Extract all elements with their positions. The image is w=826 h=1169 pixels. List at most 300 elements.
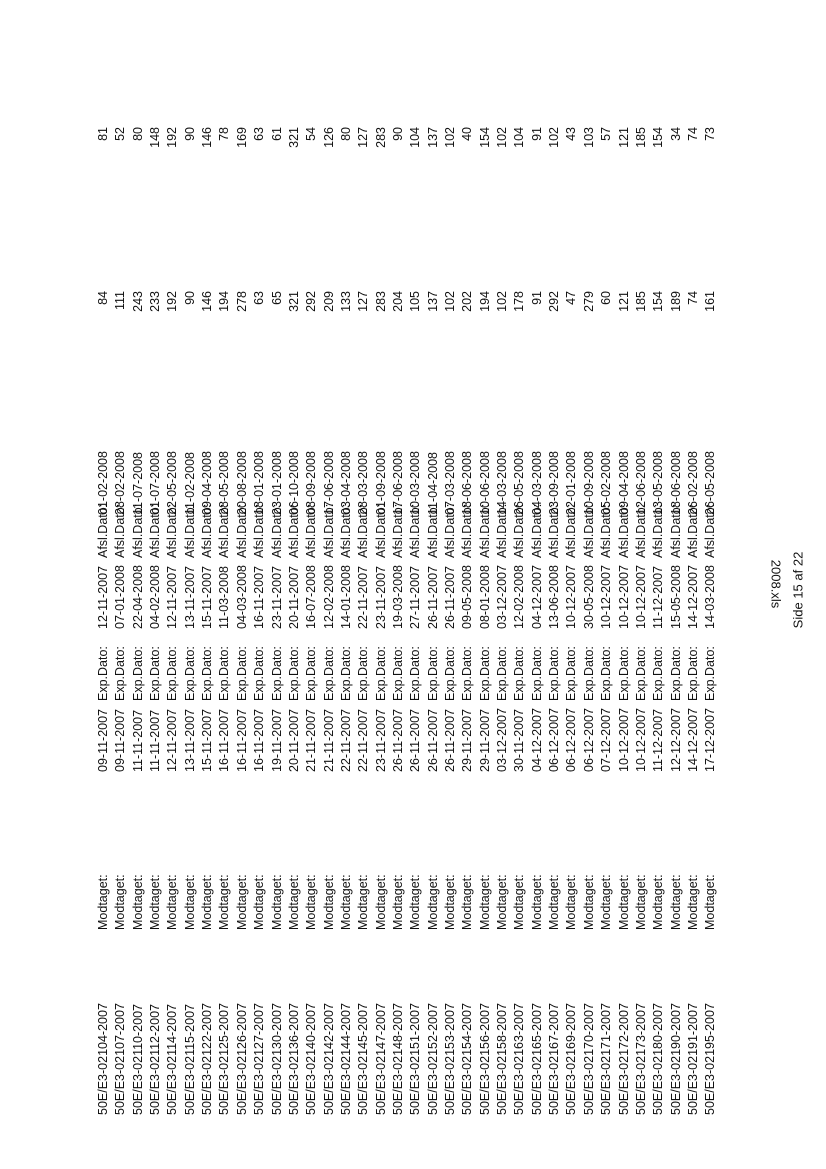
total-days: 74	[685, 291, 700, 305]
exp-date: 30-05-2008	[581, 565, 596, 629]
exp-date: 10-12-2007	[599, 565, 614, 629]
table-row	[95, 125, 112, 1115]
exp-label: Exp.Dato:	[512, 646, 527, 701]
closed-label: Afsl.Dato:	[200, 503, 215, 558]
received-date: 16-11-2007	[252, 708, 267, 772]
received-date: 11-11-2007	[148, 709, 163, 772]
case-id: 50E/E3-02154-2007	[460, 1003, 475, 1115]
closed-label: Afsl.Dato:	[529, 503, 544, 558]
closed-date: 11-07-2008	[130, 451, 145, 515]
exp-date: 13-11-2007	[182, 565, 197, 629]
exp-date: 23-11-2007	[373, 565, 388, 629]
exp-label: Exp.Dato:	[581, 646, 596, 701]
received-date: 09-11-2007	[113, 708, 128, 772]
received-label: Modtaget:	[408, 874, 423, 930]
received-label: Modtaget:	[252, 874, 267, 930]
table-row	[494, 125, 511, 1115]
closed-label: Afsl.Dato:	[616, 503, 631, 558]
case-id: 50E/E3-02107-2007	[113, 1003, 128, 1115]
closed-date: 20-08-2008	[234, 451, 249, 515]
closed-date: 01-02-2008	[96, 451, 110, 515]
processing-days: 169	[234, 127, 249, 148]
closed-date: 28-05-2008	[217, 451, 232, 515]
closed-date: 23-09-2008	[547, 451, 562, 515]
total-days: 278	[234, 291, 249, 312]
exp-date: 22-11-2007	[356, 565, 371, 629]
case-id: 50E/E3-02153-2007	[443, 1003, 457, 1115]
exp-label: Exp.Dato:	[286, 646, 301, 701]
received-label: Modtaget:	[217, 874, 232, 930]
received-date: 30-11-2007	[512, 708, 527, 772]
case-id: 50E/E3-02171-2007	[599, 1003, 614, 1115]
table-row	[321, 125, 338, 1115]
received-label: Modtaget:	[668, 874, 683, 930]
total-days: 209	[321, 291, 336, 312]
received-date: 06-12-2007	[547, 708, 562, 772]
exp-label: Exp.Dato:	[130, 646, 145, 701]
total-days: 283	[373, 291, 388, 312]
total-days: 233	[148, 291, 163, 312]
processing-days: 90	[182, 127, 197, 141]
closed-date: 28-03-2008	[356, 451, 371, 515]
total-days: 60	[599, 291, 614, 305]
closed-label: Afsl.Dato:	[425, 503, 440, 558]
exp-label: Exp.Dato:	[685, 646, 700, 701]
case-id: 50E/E3-02130-2007	[269, 1003, 284, 1115]
exp-label: Exp.Dato:	[217, 646, 232, 701]
total-days: 111	[113, 291, 128, 311]
processing-days: 154	[651, 127, 666, 148]
closed-label: Afsl.Dato:	[269, 503, 284, 558]
processing-days: 102	[547, 127, 562, 148]
received-label: Modtaget:	[599, 874, 614, 930]
received-date: 04-12-2007	[529, 708, 544, 772]
case-id: 50E/E3-02136-2007	[286, 1003, 301, 1115]
exp-date: 10-12-2007	[633, 565, 648, 629]
case-id: 50E/E3-02145-2007	[356, 1003, 371, 1115]
document-title: 2008.xls	[768, 559, 784, 609]
received-label: Modtaget:	[200, 874, 215, 930]
exp-label: Exp.Dato:	[599, 646, 614, 701]
total-days: 194	[217, 291, 232, 312]
table-row	[355, 125, 372, 1115]
table-row	[286, 125, 303, 1115]
table-row	[373, 125, 390, 1115]
exp-label: Exp.Dato:	[547, 646, 562, 701]
exp-date: 04-03-2008	[234, 565, 249, 629]
exp-label: Exp.Dato:	[321, 646, 336, 701]
table-row	[650, 125, 667, 1115]
exp-label: Exp.Dato:	[633, 646, 648, 701]
processing-days: 137	[425, 127, 440, 148]
processing-days: 43	[564, 127, 579, 141]
table-row	[234, 125, 251, 1115]
exp-date: 12-11-2007	[96, 565, 110, 629]
closed-label: Afsl.Dato:	[599, 503, 614, 558]
case-id: 50E/E3-02163-2007	[512, 1003, 527, 1115]
closed-date: 23-01-2008	[269, 451, 284, 515]
received-label: Modtaget:	[651, 874, 666, 930]
received-date: 21-11-2007	[304, 708, 319, 772]
total-days: 292	[304, 291, 319, 312]
table-row	[529, 125, 546, 1115]
received-date: 21-11-2007	[321, 708, 336, 772]
exp-label: Exp.Dato:	[356, 646, 371, 701]
processing-days: 34	[668, 127, 683, 141]
received-label: Modtaget:	[495, 874, 510, 930]
closed-date: 26-05-2008	[512, 451, 527, 515]
exp-label: Exp.Dato:	[495, 646, 510, 701]
exp-date: 04-02-2008	[148, 565, 163, 629]
processing-days: 52	[113, 127, 128, 141]
total-days: 202	[460, 291, 475, 312]
closed-label: Afsl.Dato:	[234, 503, 249, 558]
total-days: 321	[286, 291, 301, 312]
exp-label: Exp.Dato:	[165, 646, 180, 701]
received-label: Modtaget:	[443, 874, 457, 930]
exp-label: Exp.Dato:	[564, 646, 579, 701]
closed-label: Afsl.Dato:	[581, 503, 596, 558]
exp-label: Exp.Dato:	[529, 646, 544, 701]
table-row	[702, 125, 719, 1115]
received-date: 06-12-2007	[581, 708, 596, 772]
received-date: 23-11-2007	[373, 708, 388, 772]
exp-label: Exp.Dato:	[148, 646, 163, 701]
exp-date: 12-11-2007	[165, 565, 180, 629]
exp-date: 11-12-2007	[651, 565, 666, 629]
closed-label: Afsl.Dato:	[633, 503, 648, 558]
closed-date: 18-01-2008	[252, 451, 267, 515]
exp-date: 12-02-2008	[512, 565, 527, 629]
case-id: 50E/E3-02152-2007	[425, 1003, 440, 1115]
processing-days: 63	[252, 127, 267, 141]
received-date: 29-11-2007	[460, 708, 475, 772]
exp-date: 27-11-2007	[408, 565, 423, 629]
closed-date: 28-02-2008	[113, 451, 128, 515]
received-date: 10-12-2007	[633, 708, 648, 772]
total-days: 47	[564, 291, 579, 305]
table-row	[216, 125, 233, 1115]
processing-days: 91	[529, 127, 544, 141]
received-label: Modtaget:	[338, 874, 353, 930]
total-days: 127	[356, 291, 371, 312]
received-date: 17-12-2007	[703, 708, 718, 772]
case-id: 50E/E3-02180-2007	[651, 1003, 666, 1115]
exp-label: Exp.Dato:	[200, 646, 215, 701]
closed-label: Afsl.Dato:	[252, 503, 267, 558]
closed-label: Afsl.Dato:	[495, 503, 510, 558]
table-row	[477, 125, 494, 1115]
received-label: Modtaget:	[96, 874, 110, 930]
case-id: 50E/E3-02142-2007	[321, 1003, 336, 1115]
exp-date: 13-06-2008	[547, 565, 562, 629]
closed-date: 04-03-2008	[529, 451, 544, 515]
total-days: 178	[512, 291, 527, 312]
table-row	[303, 125, 320, 1115]
closed-label: Afsl.Dato:	[512, 503, 527, 558]
closed-label: Afsl.Dato:	[668, 503, 683, 558]
exp-date: 26-11-2007	[425, 565, 440, 629]
closed-label: Afsl.Dato:	[304, 503, 319, 558]
closed-label: Afsl.Dato:	[148, 503, 163, 558]
closed-date: 03-04-2008	[338, 451, 353, 515]
received-date: 26-11-2007	[408, 708, 423, 772]
closed-date: 06-10-2008	[286, 451, 301, 515]
closed-date: 18-06-2008	[668, 451, 683, 515]
closed-date: 22-01-2008	[564, 451, 579, 515]
closed-label: Afsl.Dato:	[547, 503, 562, 558]
closed-label: Afsl.Dato:	[113, 503, 128, 558]
exp-date: 14-01-2008	[338, 565, 353, 629]
processing-days: 61	[269, 127, 284, 141]
received-label: Modtaget:	[529, 874, 544, 930]
closed-date: 10-09-2008	[581, 451, 596, 515]
received-date: 11-11-2007	[130, 709, 145, 772]
closed-label: Afsl.Dato:	[373, 503, 388, 558]
closed-date: 09-04-2008	[200, 451, 215, 515]
exp-date: 10-12-2007	[564, 565, 579, 629]
exp-date: 15-11-2007	[200, 565, 215, 629]
closed-label: Afsl.Dato:	[390, 503, 405, 558]
total-days: 105	[408, 291, 423, 312]
processing-days: 283	[373, 127, 388, 148]
processing-days: 78	[217, 127, 232, 141]
case-id: 50E/E3-02151-2007	[408, 1003, 423, 1115]
case-id: 50E/E3-02126-2007	[234, 1003, 249, 1115]
case-id: 50E/E3-02114-2007	[165, 1004, 180, 1115]
closed-label: Afsl.Dato:	[651, 503, 666, 558]
case-id: 50E/E3-02191-2007	[685, 1003, 700, 1115]
processing-days: 90	[390, 127, 405, 141]
total-days: 65	[269, 291, 284, 305]
received-date: 06-12-2007	[564, 708, 579, 772]
exp-date: 14-03-2008	[703, 565, 718, 629]
received-date: 09-11-2007	[96, 708, 110, 772]
received-label: Modtaget:	[390, 874, 405, 930]
closed-date: 08-09-2008	[304, 451, 319, 515]
closed-date: 11-02-2008	[182, 451, 197, 515]
table-row	[251, 125, 268, 1115]
closed-label: Afsl.Dato:	[443, 503, 457, 558]
exp-date: 22-04-2008	[130, 565, 145, 629]
table-row	[546, 125, 563, 1115]
exp-date: 04-12-2007	[529, 565, 544, 629]
exp-label: Exp.Dato:	[460, 646, 475, 701]
exp-label: Exp.Dato:	[234, 646, 249, 701]
page-number: Side 15 af 22	[790, 551, 806, 629]
closed-date: 26-05-2008	[703, 451, 718, 515]
processing-days: 54	[304, 127, 319, 141]
table-row	[616, 125, 633, 1115]
closed-date: 17-06-2008	[390, 451, 405, 515]
exp-label: Exp.Dato:	[269, 646, 284, 701]
case-id: 50E/E3-02173-2007	[633, 1003, 648, 1115]
closed-label: Afsl.Dato:	[182, 503, 197, 558]
table-row	[425, 125, 442, 1115]
exp-label: Exp.Dato:	[252, 646, 267, 701]
received-label: Modtaget:	[425, 874, 440, 930]
case-id: 50E/E3-02122-2007	[200, 1003, 215, 1115]
closed-label: Afsl.Dato:	[703, 503, 718, 558]
received-date: 22-11-2007	[338, 708, 353, 772]
received-label: Modtaget:	[703, 874, 718, 930]
closed-date: 09-04-2008	[616, 451, 631, 515]
processing-days: 80	[338, 127, 353, 141]
closed-label: Afsl.Dato:	[408, 503, 423, 558]
table-row	[164, 125, 181, 1115]
received-label: Modtaget:	[373, 874, 388, 930]
case-id: 50E/E3-02148-2007	[390, 1003, 405, 1115]
exp-label: Exp.Dato:	[390, 646, 405, 701]
closed-date: 17-06-2008	[321, 451, 336, 515]
table-row	[182, 125, 199, 1115]
received-label: Modtaget:	[512, 874, 527, 930]
closed-label: Afsl.Dato:	[96, 503, 110, 558]
received-date: 16-11-2007	[234, 708, 249, 772]
processing-days: 57	[599, 127, 614, 141]
case-id: 50E/E3-02115-2007	[182, 1004, 197, 1115]
closed-date: 01-09-2008	[373, 451, 388, 515]
case-id: 50E/E3-02195-2007	[703, 1003, 718, 1115]
total-days: 121	[616, 291, 631, 312]
received-label: Modtaget:	[356, 874, 371, 930]
received-label: Modtaget:	[477, 874, 492, 930]
total-days: 185	[633, 291, 648, 312]
table-row	[112, 125, 129, 1115]
processing-days: 321	[286, 127, 301, 148]
closed-label: Afsl.Dato:	[477, 503, 492, 558]
closed-date: 10-03-2008	[408, 451, 423, 515]
received-label: Modtaget:	[148, 874, 163, 930]
exp-date: 23-11-2007	[269, 565, 284, 629]
closed-date: 10-06-2008	[477, 451, 492, 515]
exp-label: Exp.Dato:	[703, 646, 718, 701]
exp-label: Exp.Dato:	[651, 646, 666, 701]
total-days: 137	[425, 291, 440, 312]
exp-date: 03-12-2007	[495, 565, 510, 629]
received-date: 19-11-2007	[269, 708, 284, 772]
total-days: 102	[495, 291, 510, 312]
exp-date: 08-01-2008	[477, 565, 492, 629]
exp-label: Exp.Dato:	[182, 646, 197, 701]
received-label: Modtaget:	[581, 874, 596, 930]
total-days: 292	[547, 291, 562, 312]
exp-label: Exp.Dato:	[443, 646, 457, 701]
table-row	[685, 125, 702, 1115]
exp-label: Exp.Dato:	[477, 646, 492, 701]
exp-label: Exp.Dato:	[668, 646, 683, 701]
total-days: 90	[182, 291, 197, 305]
total-days: 63	[252, 291, 267, 305]
exp-date: 14-12-2007	[685, 565, 700, 629]
processing-days: 73	[703, 127, 718, 141]
received-label: Modtaget:	[165, 874, 180, 930]
table-row	[581, 125, 598, 1115]
exp-date: 16-07-2008	[304, 565, 319, 629]
total-days: 204	[390, 291, 405, 312]
received-date: 15-11-2007	[200, 708, 215, 772]
exp-date: 26-11-2007	[443, 565, 457, 629]
closed-date: 05-02-2008	[599, 451, 614, 515]
table-row	[511, 125, 528, 1115]
case-id: 50E/E3-02140-2007	[304, 1003, 319, 1115]
total-days: 243	[130, 291, 145, 312]
table-row	[407, 125, 424, 1115]
processing-days: 104	[408, 127, 423, 148]
case-id: 50E/E3-02112-2007	[148, 1004, 163, 1115]
received-label: Modtaget:	[304, 874, 319, 930]
received-date: 14-12-2007	[685, 708, 700, 772]
exp-date: 10-12-2007	[616, 565, 631, 629]
case-id: 50E/E3-02144-2007	[338, 1003, 353, 1115]
processing-days: 148	[148, 127, 163, 148]
processing-days: 102	[495, 127, 510, 148]
closed-date: 22-05-2008	[165, 451, 180, 515]
processing-days: 74	[685, 127, 700, 141]
exp-label: Exp.Dato:	[408, 646, 423, 701]
received-label: Modtaget:	[182, 874, 197, 930]
closed-date: 13-05-2008	[651, 451, 666, 515]
received-label: Modtaget:	[321, 874, 336, 930]
received-label: Modtaget:	[286, 874, 301, 930]
exp-date: 09-05-2008	[460, 565, 475, 629]
processing-days: 185	[633, 127, 648, 148]
closed-label: Afsl.Dato:	[685, 503, 700, 558]
received-label: Modtaget:	[685, 874, 700, 930]
total-days: 192	[165, 291, 180, 312]
received-date: 26-11-2007	[443, 708, 457, 772]
received-label: Modtaget:	[460, 874, 475, 930]
case-id: 50E/E3-02167-2007	[547, 1003, 562, 1115]
closed-date: 11-04-2008	[425, 451, 440, 515]
received-date: 11-12-2007	[651, 708, 666, 772]
received-label: Modtaget:	[564, 874, 579, 930]
total-days: 194	[477, 291, 492, 312]
received-label: Modtaget:	[130, 874, 145, 930]
table-row	[633, 125, 650, 1115]
processing-days: 126	[321, 127, 336, 148]
table-row	[598, 125, 615, 1115]
closed-label: Afsl.Dato:	[130, 503, 145, 558]
processing-days: 154	[477, 127, 492, 148]
processing-days: 80	[130, 127, 145, 141]
table-row	[442, 125, 459, 1115]
processing-days: 102	[443, 127, 457, 148]
case-id: 50E/E3-02147-2007	[373, 1003, 388, 1115]
closed-label: Afsl.Dato:	[356, 503, 371, 558]
received-label: Modtaget:	[616, 874, 631, 930]
case-id: 50E/E3-02165-2007	[529, 1003, 544, 1115]
received-date: 26-11-2007	[390, 708, 405, 772]
closed-label: Afsl.Dato:	[321, 503, 336, 558]
total-days: 146	[200, 291, 215, 312]
received-date: 10-12-2007	[616, 708, 631, 772]
table-row	[147, 125, 164, 1115]
closed-date: 18-06-2008	[460, 451, 475, 515]
processing-days: 192	[165, 127, 180, 148]
exp-date: 07-01-2008	[113, 565, 128, 629]
case-id: 50E/E3-02172-2007	[616, 1003, 631, 1115]
received-date: 13-11-2007	[182, 708, 197, 772]
case-id: 50E/E3-02170-2007	[581, 1003, 596, 1115]
exp-date: 12-02-2008	[321, 565, 336, 629]
table-row	[668, 125, 685, 1115]
total-days: 102	[443, 291, 457, 312]
received-label: Modtaget:	[113, 874, 128, 930]
closed-date: 12-06-2008	[633, 451, 648, 515]
processing-days: 40	[460, 127, 475, 141]
closed-label: Afsl.Dato:	[217, 503, 232, 558]
